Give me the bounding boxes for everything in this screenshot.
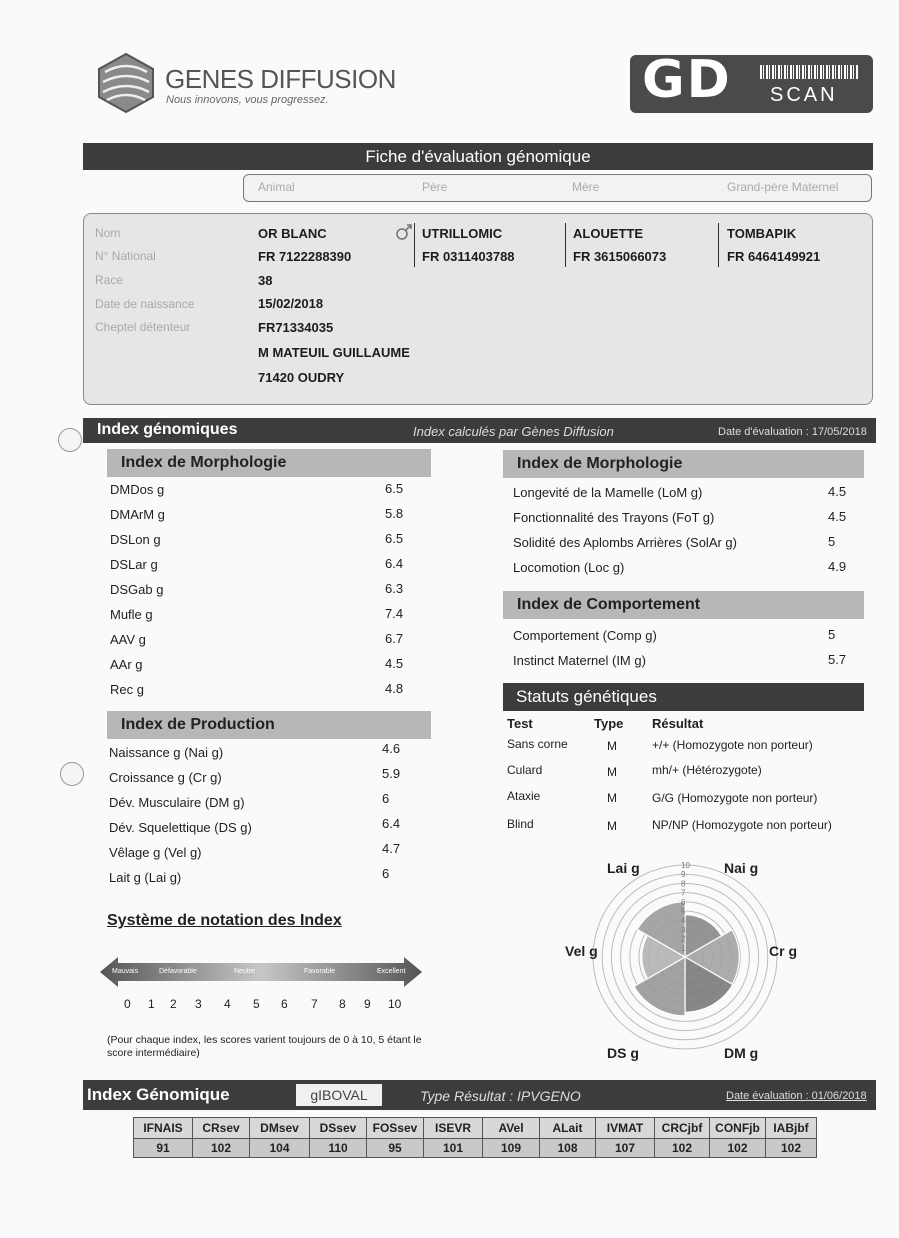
divider	[718, 223, 719, 267]
animal-name: OR BLANC	[258, 226, 327, 241]
index-label: Naissance g (Nai g)	[109, 745, 224, 760]
list-item	[110, 656, 410, 681]
index-value: 4.5	[828, 484, 847, 499]
morpho-right-list	[513, 484, 853, 584]
punch-hole	[58, 428, 82, 452]
table-row	[134, 1139, 817, 1158]
scale-number: 5	[253, 997, 260, 1011]
scale-number: 0	[124, 997, 131, 1011]
index-value: 4.9	[828, 559, 847, 574]
index-label: DMArM g	[110, 507, 165, 522]
index-value: 4.5	[828, 509, 847, 524]
list-item	[513, 484, 853, 509]
comportement-title: Index de Comportement	[503, 591, 864, 619]
morpho-left-title: Index de Morphologie	[107, 449, 431, 477]
table-header-cell: CONFjb	[710, 1118, 766, 1139]
table-cell: 104	[250, 1139, 310, 1158]
radar-chart	[560, 850, 810, 1070]
tab-grand-pere-maternel: Grand-père Maternel	[727, 180, 839, 194]
giboval-badge: gIBOVAL	[296, 1084, 382, 1106]
radar-axis-label: DS g	[607, 1045, 639, 1061]
morpho-right-title: Index de Morphologie	[503, 450, 864, 478]
list-item	[109, 816, 409, 844]
scale-number: 1	[148, 997, 155, 1011]
radar-tick-label: 8	[681, 879, 686, 889]
table-header-cell: IFNAIS	[134, 1118, 193, 1139]
label-cheptel: Cheptel détenteur	[95, 320, 191, 334]
radar-axis-label: DM g	[724, 1045, 759, 1061]
index-label: AAr g	[110, 657, 143, 672]
list-item	[110, 631, 410, 656]
label-nom: Nom	[95, 226, 121, 240]
divider	[414, 223, 415, 267]
index-value: 4.5	[385, 656, 404, 671]
barcode-icon	[760, 65, 858, 79]
table-header-cell: ALait	[540, 1118, 596, 1139]
genes-diffusion-logo-icon	[95, 52, 157, 114]
index-value: 6.7	[385, 631, 404, 646]
index-value: 5.7	[828, 652, 847, 667]
gd-logo-scan: SCAN	[770, 84, 838, 106]
index-genomiques-subtitle: Index calculés par Gènes Diffusion	[413, 424, 614, 439]
index-label: Instinct Maternel (IM g)	[513, 653, 646, 668]
list-item	[110, 556, 410, 581]
pere-national: FR 0311403788	[422, 249, 515, 264]
statuts-header-type: Type	[594, 716, 624, 731]
index-value: 6.3	[385, 581, 404, 596]
table-row	[134, 1118, 817, 1139]
page-title: Fiche d'évaluation génomique	[83, 143, 873, 170]
index-value: 5.8	[385, 506, 404, 521]
index-label: Comportement (Comp g)	[513, 628, 657, 643]
statut-result: G/G (Homozygote non porteur)	[652, 791, 818, 805]
list-item	[513, 559, 853, 584]
statut-test: Sans corne	[507, 737, 568, 751]
radar-tick-label: 1	[681, 943, 686, 953]
index-value: 5	[828, 627, 836, 642]
list-item	[110, 506, 410, 531]
index-genomique-title: Index Génomique	[87, 1085, 230, 1104]
radar-tick-label: 6	[681, 897, 686, 907]
scale-category: Excellent	[377, 968, 406, 975]
list-item	[110, 606, 410, 631]
index-genomiques-date: Date d'évaluation : 17/05/2018	[718, 426, 867, 438]
statuts-header-result: Résultat	[652, 716, 704, 731]
pere-name: UTRILLOMIC	[422, 226, 503, 241]
index-label: DSLon g	[110, 532, 161, 547]
list-item	[513, 509, 853, 534]
radar-axis-label: Cr g	[769, 943, 797, 959]
index-value: 6.4	[382, 816, 401, 831]
index-value: 6.5	[385, 531, 404, 546]
statuts-title: Statuts génétiques	[516, 687, 657, 706]
statut-type: M	[607, 819, 617, 833]
list-item	[109, 841, 409, 869]
index-value: 7.4	[385, 606, 404, 621]
lineage-tabs	[243, 174, 872, 202]
production-list	[109, 741, 409, 894]
mere-national: FR 3615066073	[573, 249, 667, 264]
list-item	[513, 534, 853, 559]
evaluation-date: Date évaluation : 01/06/2018	[726, 1090, 867, 1102]
statut-result: NP/NP (Homozygote non porteur)	[652, 818, 832, 832]
list-item	[513, 652, 853, 677]
index-label: Lait g (Lai g)	[109, 870, 182, 885]
label-race: Race	[95, 273, 124, 287]
statut-type: M	[607, 791, 617, 805]
index-label: Dév. Squelettique (DS g)	[109, 820, 252, 835]
list-item	[110, 481, 410, 506]
scale-numbers	[124, 997, 414, 1013]
statut-test: Ataxie	[507, 789, 541, 803]
list-item	[110, 531, 410, 556]
index-label: Longevité de la Mamelle (LoM g)	[513, 485, 703, 500]
statut-result: +/+ (Homozygote non porteur)	[652, 738, 813, 752]
list-item	[109, 766, 409, 794]
list-item	[109, 741, 409, 769]
index-value: 6	[382, 866, 390, 881]
animal-cheptel: FR71334035	[258, 320, 334, 335]
scale-category: Neutre	[234, 968, 256, 975]
table-header-cell: CRCjbf	[655, 1118, 710, 1139]
table-cell: 95	[367, 1139, 424, 1158]
male-symbol-icon	[395, 223, 413, 241]
owner-address: 71420 OUDRY	[258, 370, 345, 385]
index-label: DSLar g	[110, 557, 158, 572]
scale-number: 8	[339, 997, 346, 1011]
list-item	[110, 681, 410, 706]
scale-number: 2	[170, 997, 177, 1011]
gd-logo-letters: GD	[642, 50, 732, 110]
radar-tick-label: 3	[681, 925, 686, 935]
owner-name: M MATEUIL GUILLAUME	[258, 345, 410, 360]
scale-title: Système de notation des Index	[107, 912, 342, 929]
list-item	[110, 581, 410, 606]
index-value: 6	[382, 791, 390, 806]
list-item	[109, 791, 409, 819]
index-label: AAV g	[110, 632, 146, 647]
table-header-cell: IVMAT	[596, 1118, 655, 1139]
index-label: DMDos g	[110, 482, 165, 497]
table-cell: 102	[655, 1139, 710, 1158]
index-genomiques-title: Index génomiques	[97, 421, 238, 438]
identity-panel	[83, 213, 873, 405]
statut-type: M	[607, 739, 617, 753]
scale-category: Favorable	[304, 968, 336, 975]
statuts-header-test: Test	[507, 716, 533, 731]
type-resultat: Type Résultat : IPVGENO	[420, 1088, 581, 1104]
radar-tick-label: 4	[681, 916, 686, 926]
index-value: 4.6	[382, 741, 401, 756]
radar-tick-label: 5	[681, 907, 686, 916]
index-value: 6.5	[385, 481, 404, 496]
index-value: 5.9	[382, 766, 401, 781]
scale-number: 10	[388, 997, 402, 1011]
animal-national: FR 7122288390	[258, 249, 352, 264]
genomic-index-table	[133, 1117, 817, 1158]
table-cell: 109	[483, 1139, 540, 1158]
scale-categories	[112, 968, 412, 980]
scale-note: (Pour chaque index, les scores varient toujours de 0 à 10, 5 étant le score intermédiaire)	[107, 1034, 422, 1059]
index-value: 4.7	[382, 841, 401, 856]
table-cell: 91	[134, 1139, 193, 1158]
index-label: Croissance g (Cr g)	[109, 770, 222, 785]
table-cell: 102	[766, 1139, 817, 1158]
scale-category: Mauvais	[112, 968, 139, 975]
table-cell: 107	[596, 1139, 655, 1158]
tab-pere: Père	[422, 180, 448, 194]
index-value: 6.4	[385, 556, 404, 571]
table-header-cell: IABjbf	[766, 1118, 817, 1139]
gpm-national: FR 6464149921	[727, 249, 821, 264]
punch-hole	[60, 762, 84, 786]
index-value: 4.8	[385, 681, 404, 696]
index-label: Locomotion (Loc g)	[513, 560, 625, 575]
scale-number: 9	[364, 997, 371, 1011]
tab-mere: Mère	[572, 180, 600, 194]
table-header-cell: CRsev	[193, 1118, 250, 1139]
morpho-left-list	[110, 481, 410, 706]
statut-type: M	[607, 765, 617, 779]
scale-category: Défavorable	[159, 968, 197, 975]
table-header-cell: DMsev	[250, 1118, 310, 1139]
statut-test: Blind	[507, 817, 534, 831]
table-header-cell: ISEVR	[424, 1118, 483, 1139]
scale-number: 6	[281, 997, 288, 1011]
comportement-list	[513, 627, 853, 677]
radar-tick-label: 7	[681, 888, 686, 898]
radar-axis-label: Lai g	[607, 860, 640, 876]
table-cell: 102	[710, 1139, 766, 1158]
company-name: GENES DIFFUSION	[165, 64, 396, 94]
company-tagline: Nous innovons, vous progressez.	[166, 94, 329, 106]
list-item	[109, 866, 409, 894]
table-cell: 108	[540, 1139, 596, 1158]
animal-race: 38	[258, 273, 273, 288]
index-label: Mufle g	[110, 607, 153, 622]
list-item	[513, 627, 853, 652]
radar-tick-label: 10	[681, 861, 690, 870]
table-header-cell: DSsev	[310, 1118, 367, 1139]
index-value: 5	[828, 534, 836, 549]
label-national: N° National	[95, 249, 156, 263]
scale-number: 4	[224, 997, 231, 1011]
statut-result: mh/+ (Hétérozygote)	[652, 763, 762, 777]
index-label: Solidité des Aplombs Arrières (SolAr g)	[513, 535, 737, 550]
scale-number: 7	[311, 997, 318, 1011]
index-label: Rec g	[110, 682, 144, 697]
mere-name: ALOUETTE	[573, 226, 644, 241]
tab-animal: Animal	[258, 180, 295, 194]
index-label: Dév. Musculaire (DM g)	[109, 795, 245, 810]
production-title: Index de Production	[107, 711, 431, 739]
table-cell: 101	[424, 1139, 483, 1158]
index-label: Vêlage g (Vel g)	[109, 845, 202, 860]
radar-tick-label: 9	[681, 870, 686, 880]
gpm-name: TOMBAPIK	[727, 226, 797, 241]
table-header-cell: AVel	[483, 1118, 540, 1139]
table-cell: 102	[193, 1139, 250, 1158]
radar-axis-label: Vel g	[565, 943, 598, 959]
animal-birth: 15/02/2018	[258, 296, 324, 311]
radar-tick-label: 2	[681, 934, 686, 944]
index-label: DSGab g	[110, 582, 164, 597]
table-header-cell: FOSsev	[367, 1118, 424, 1139]
divider	[565, 223, 566, 267]
statut-test: Culard	[507, 763, 543, 777]
label-birth: Date de naissance	[95, 297, 195, 311]
index-label: Fonctionnalité des Trayons (FoT g)	[513, 510, 715, 525]
table-cell: 110	[310, 1139, 367, 1158]
radar-axis-label: Nai g	[724, 860, 759, 876]
scale-number: 3	[195, 997, 202, 1011]
